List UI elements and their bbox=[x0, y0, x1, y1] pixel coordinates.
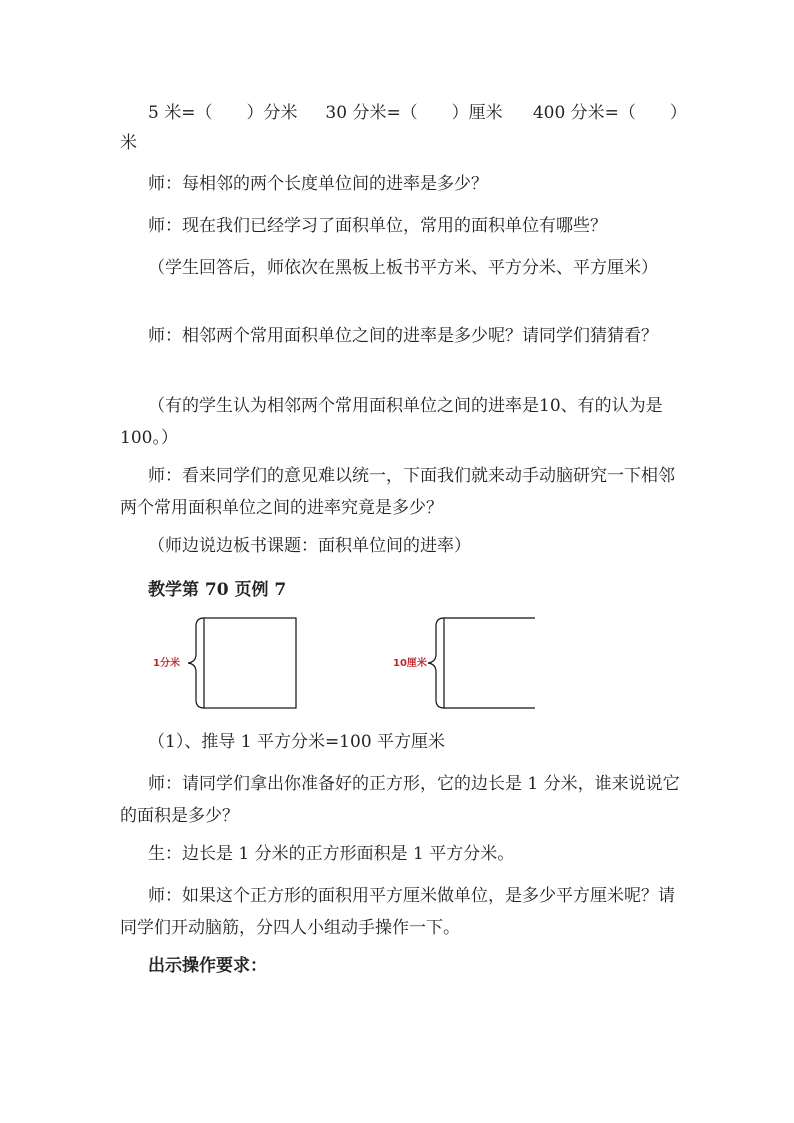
paragraph-6: 师：看来同学们的意见难以统一，下面我们就来动手动脑研究一下相邻两个常用面积单位之间的进率究竟是多少？ bbox=[120, 466, 675, 518]
unit-conversion-row bbox=[148, 98, 687, 123]
square-diagram bbox=[140, 612, 560, 712]
right-square-outline bbox=[444, 618, 535, 708]
left-brace bbox=[188, 618, 204, 708]
paragraph-11: 师：如果这个正方形的面积用平方厘米做单位，是多少平方厘米呢？请同学们开动脑筋，分四人小组动手操作一下。 bbox=[120, 886, 675, 938]
label-1-decimeter: 1分米 bbox=[153, 658, 180, 669]
conversion-item-1: 5 米=（ ）分米 bbox=[148, 103, 298, 123]
square-figure bbox=[140, 612, 560, 712]
conversion-item-3: 400 分米=（ ） bbox=[532, 103, 687, 123]
label-10-centimeter: 10厘米 bbox=[393, 658, 427, 669]
example-heading: 教学第 70 页例 7 bbox=[148, 580, 287, 600]
conversion-wrap-text: 米 bbox=[120, 133, 137, 153]
operation-heading: 出示操作要求： bbox=[148, 956, 267, 976]
paragraph-1: 师：每相邻的两个长度单位间的进率是多少？ bbox=[148, 174, 488, 194]
conversion-item-2: 30 分米=（ ）厘米 bbox=[325, 103, 503, 123]
paragraph-10: 生：边长是 1 分米的正方形面积是 1 平方分米。 bbox=[148, 844, 515, 864]
right-brace bbox=[428, 618, 444, 708]
paragraph-8: （1）、推导 1 平方分米=100 平方厘米 bbox=[148, 732, 446, 752]
paragraph-2: 师：现在我们已经学习了面积单位，常用的面积单位有哪些？ bbox=[148, 216, 607, 236]
square-1dm bbox=[204, 618, 296, 708]
paragraph-7: （师边说边板书课题：面积单位间的进率） bbox=[148, 536, 471, 556]
paragraph-4: 师：相邻两个常用面积单位之间的进率是多少呢？请同学们猜猜看？ bbox=[148, 326, 658, 346]
paragraph-5: （有的学生认为相邻两个常用面积单位之间的进率是10、有的认为是 100。） bbox=[120, 396, 663, 448]
paragraph-9: 师：请同学们拿出你准备好的正方形，它的边长是 1 分米，谁来说说它的面积是多少？ bbox=[120, 774, 680, 826]
paragraph-3: （学生回答后，师依次在黑板上板书平方米、平方分米、平方厘米） bbox=[148, 258, 658, 278]
